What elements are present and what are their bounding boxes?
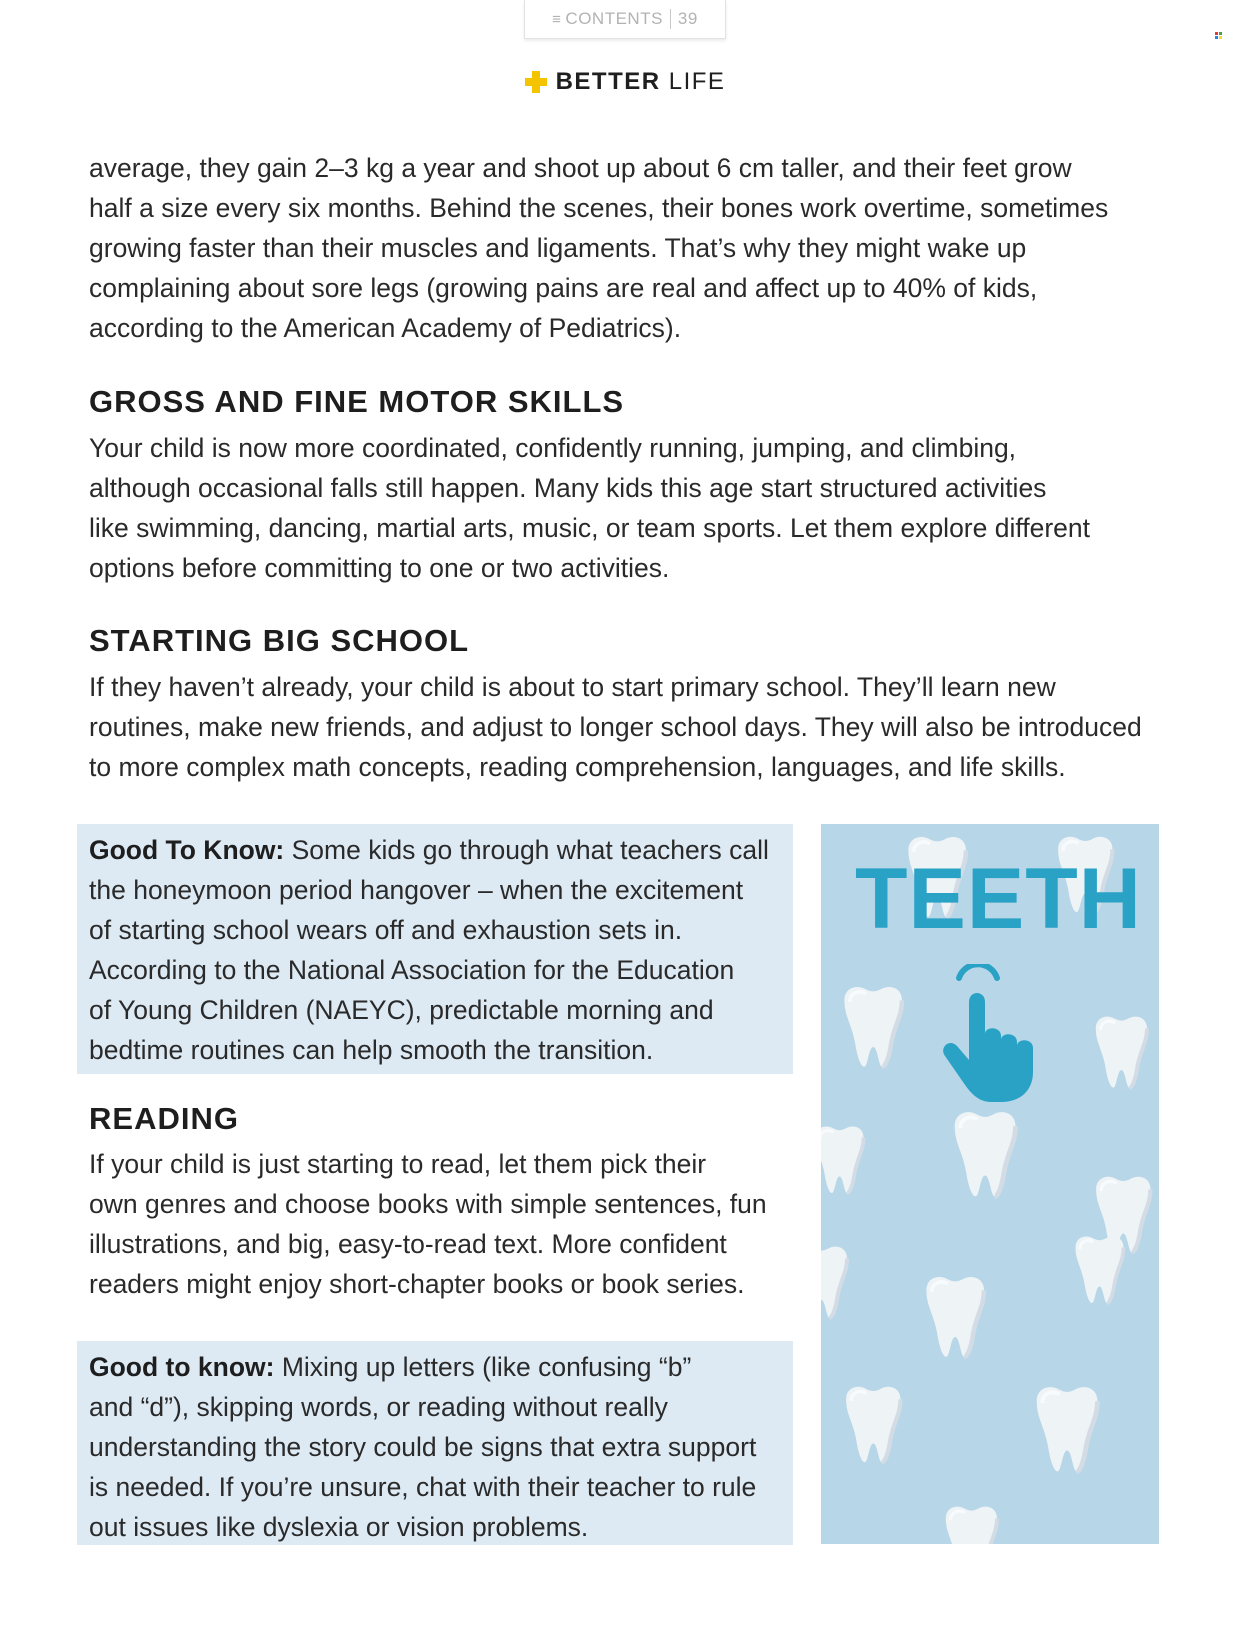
section-title-strong: BETTER (555, 68, 661, 95)
pointing-hand-icon (939, 964, 1049, 1104)
contents-label: CONTENTS (565, 9, 663, 28)
teeth-link-card[interactable] (821, 824, 1159, 1544)
divider (670, 9, 671, 29)
motor-skills-paragraph (89, 428, 1090, 588)
text-line: of starting school wears off and exhaustion sets in. (89, 915, 683, 945)
good-to-know-box (77, 824, 793, 1074)
text-line: Your child is now more coordinated, confidently running, jumping, and climbing, (89, 433, 1017, 463)
text-line: the honeymoon period hangover – when the excitement (89, 875, 744, 905)
text-line: of Young Children (NAEYC), predictable morning and (89, 995, 714, 1025)
text-line: out issues like dyslexia or vision problems. (89, 1512, 589, 1542)
big-school-paragraph (89, 667, 1142, 787)
text-line: average, they gain 2–3 kg a year and shoot up about 6 cm taller, and their feet grow (89, 153, 1072, 183)
page-number: 39 (677, 9, 698, 28)
text-line: half a size every six months. Behind the scenes, their bones work overtime, sometimes (89, 193, 1109, 223)
good-to-know-label: Good To Know: (89, 835, 285, 865)
text-line (89, 1347, 781, 1387)
text-line: according to the American Academy of Pediatrics). (89, 313, 682, 343)
big-school-heading: STARTING BIG SCHOOL (89, 623, 470, 658)
text-line: readers might enjoy short-chapter books or book series. (89, 1269, 745, 1299)
text-line: If they haven’t already, your child is about to start primary school. They’ll learn new (89, 672, 1056, 702)
text-line: is needed. If you’re unsure, chat with their teacher to rule (89, 1472, 757, 1502)
text-line: like swimming, dancing, martial arts, music, or team sports. Let them explore different (89, 513, 1091, 543)
text-span: Some kids go through what teachers call (284, 835, 769, 865)
good-to-know-label: Good to know: (89, 1352, 275, 1382)
section-title-light: LIFE (668, 68, 726, 95)
text-line: to more complex math concepts, reading comprehension, languages, and life skills. (89, 752, 1066, 782)
text-line: growing faster than their muscles and ligaments. That’s why they might wake up (89, 233, 1027, 263)
text-line: understanding the story could be signs that extra support (89, 1432, 757, 1462)
text-line: own genres and choose books with simple sentences, fun (89, 1189, 767, 1219)
corner-mark-icon (1215, 32, 1223, 40)
motor-skills-heading: GROSS AND FINE MOTOR SKILLS (89, 384, 625, 419)
text-line (89, 830, 781, 870)
section-title (556, 68, 726, 96)
plus-cross-icon (525, 71, 547, 93)
text-span: Mixing up letters (like confusing “b” (274, 1352, 692, 1382)
good-to-know-box (77, 1341, 793, 1545)
text-line: complaining about sore legs (growing pains are real and affect up to 40% of kids, (89, 273, 1038, 303)
text-line: If your child is just starting to read, let them pick their (89, 1149, 707, 1179)
teeth-title: TEETH (855, 851, 1142, 947)
text-line: bedtime routines can help smooth the transition. (89, 1035, 654, 1065)
text-line: although occasional falls still happen. Many kids this age start structured activities (89, 473, 1047, 503)
text-line: According to the National Association for the Education (89, 955, 735, 985)
section-header (0, 62, 1250, 102)
text-line: routines, make new friends, and adjust to longer school days. They will also be introduced (89, 712, 1142, 742)
contents-tab[interactable] (524, 0, 726, 39)
menu-icon: ≡ (552, 10, 562, 28)
reading-heading: READING (89, 1101, 239, 1136)
reading-paragraph (89, 1144, 767, 1304)
text-line: options before committing to one or two activities. (89, 553, 670, 583)
intro-paragraph (89, 148, 1108, 348)
text-line: and “d”), skipping words, or reading without really (89, 1392, 668, 1422)
text-line: illustrations, and big, easy-to-read text. More confident (89, 1229, 727, 1259)
